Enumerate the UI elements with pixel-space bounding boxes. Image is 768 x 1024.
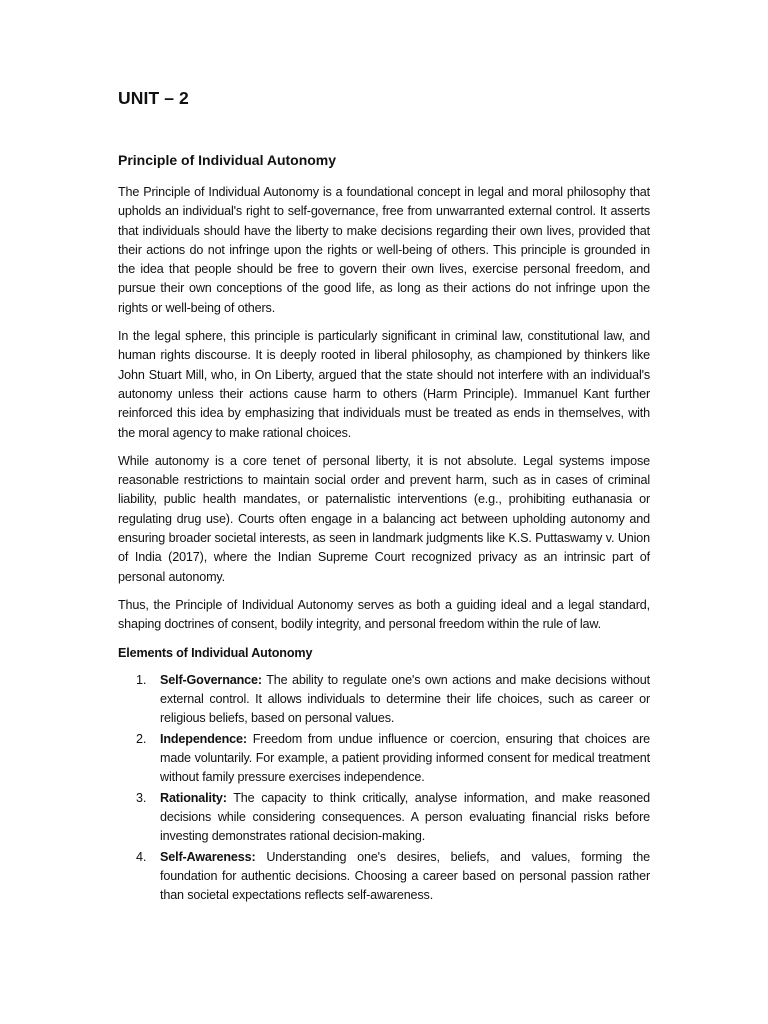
list-item-number: 3.: [136, 790, 147, 805]
elements-list: [118, 671, 650, 906]
list-item-text: The ability to regulate one's own actions and make decisions without external control. It allows individuals to determine their life choices, such as career or religious beliefs, based on personal values.: [160, 672, 650, 726]
list-item-text: Freedom from undue influence or coercion, ensuring that choices are made voluntarily. For example, a patient providing informed consent for medical treatment without family pressure exercises independence.: [160, 731, 650, 785]
list-item: [118, 848, 650, 906]
list-item-number: 4.: [136, 849, 147, 864]
list-item-term: Self-Awareness:: [160, 849, 256, 864]
list-item-number: 1.: [136, 672, 147, 687]
list-item: [118, 671, 650, 729]
list-item: [118, 789, 650, 847]
section-title: Principle of Individual Autonomy: [118, 152, 337, 168]
paragraph-intro: The Principle of Individual Autonomy is a foundational concept in legal and moral philosophy that upholds an individual's right to self-governance, free from unwarranted external control. It asserts that individuals should have the liberty to make decisions regarding their own lives, provided that their actions do not infringe upon the rights or well-being of others. This principle is grounded in the idea that people should be free to govern their own lives, exercise personal freedom, and pursue their own conceptions of the good life, as long as their actions do not infringe upon the rights or well-being of others.: [118, 185, 650, 315]
list-item-term: Independence:: [160, 731, 247, 746]
paragraph-legal-sphere: In the legal sphere, this principle is particularly significant in criminal law, constitutional law, and human rights discourse. It is deeply rooted in liberal philosophy, as championed by thinkers like John Stuart Mill, who, in On Liberty, argued that the state should not interfere with an individual's autonomy unless their actions cause harm to others (Harm Principle). Immanuel Kant further reinforced this idea by emphasizing that individuals must be treated as ends in themselves, with the moral agency to make rational choices.: [118, 329, 650, 440]
elements-heading: Elements of Individual Autonomy: [118, 645, 313, 660]
list-item-number: 2.: [136, 731, 147, 746]
paragraph-limits: While autonomy is a core tenet of personal liberty, it is not absolute. Legal systems impose reasonable restrictions to maintain social order and prevent harm, such as in cases of criminal liability, public health mandates, or paternalistic interventions (e.g., prohibiting euthanasia or regulating drug use). Courts often engage in a balancing act between upholding autonomy and ensuring broader societal interests, as seen in landmark judgments like K.S. Puttaswamy v. Union of India (2017), where the Indian Supreme Court recognized privacy as an intrinsic part of personal autonomy.: [118, 453, 650, 584]
list-item-term: Rationality:: [160, 790, 227, 805]
paragraph-conclusion: Thus, the Principle of Individual Autonomy serves as both a guiding ideal and a legal standard, shaping doctrines of consent, bodily integrity, and personal freedom within the rule of law.: [118, 597, 650, 632]
document-body: [118, 183, 650, 906]
unit-title: UNIT – 2: [118, 88, 189, 108]
list-item-term: Self-Governance:: [160, 672, 262, 687]
list-item-text: Understanding one's desires, beliefs, and values, forming the foundation for authentic decisions. Choosing a career based on personal passion rather than societal expectations reflects self-awareness.: [160, 849, 650, 903]
list-item-text: The capacity to think critically, analyse information, and make reasoned decisions while considering consequences. A person evaluating financial risks before investing demonstrates rational decision-making.: [160, 790, 650, 844]
list-item: [118, 730, 650, 788]
